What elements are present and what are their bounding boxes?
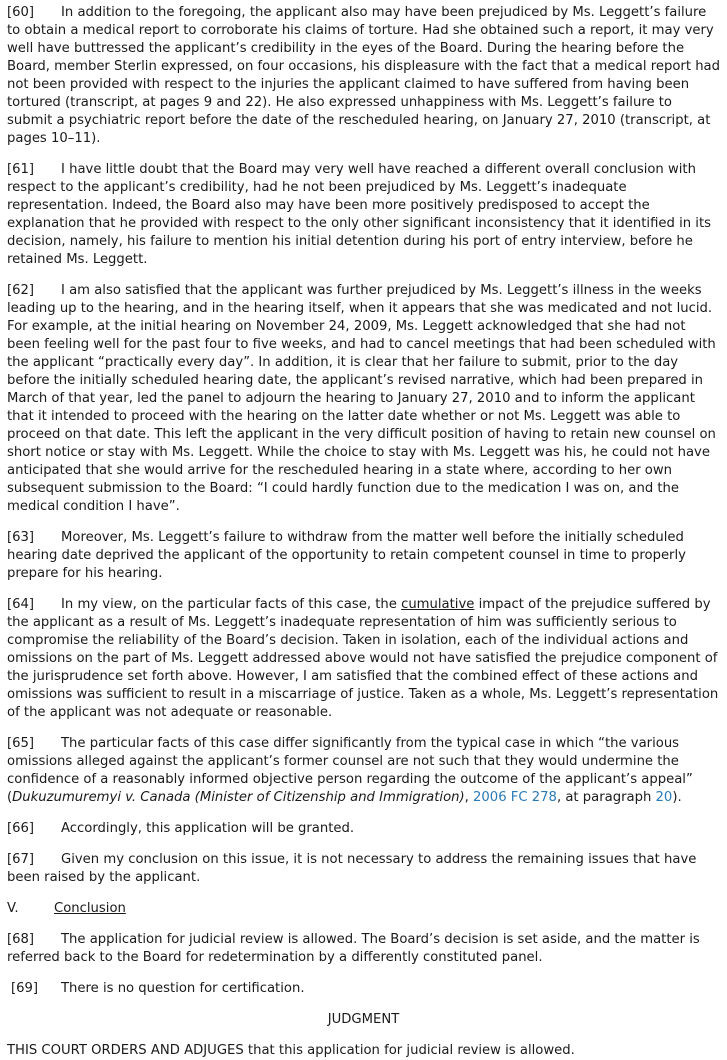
paragraph-62 [7,282,720,516]
section-heading [7,900,720,918]
paragraph-number: [69] [11,981,39,996]
paragraph-67 [7,851,720,887]
paragraph-64 [7,596,720,722]
paragraph-text: The application for judicial review is allowed. The Board’s decision is set aside, and the matter is referred back to the Board for redetermination by a differently constituted panel. [7,932,700,965]
paragraph-text: Accordingly, this application will be granted. [61,821,355,836]
paragraph-number: [67] [7,852,35,867]
paragraph-number: [61] [7,162,35,177]
paragraph-text-end: impact of the prejudice suffered by the applicant as a result of Ms. Leggett’s inadequate representation of him was sufficiently serious to compromise the reliability of the Board’s decision. Taken in isolation, each of the individual actions and omissions on the part of Ms. Leggett addressed above would not have satisfied the prejudice component of the jurisprudence set forth above. However, I am satisfied that the combined effect of these actions and omissions was sufficient to result in a miscarriage of justice. Taken as a whole, Ms. Leggett’s representation of the applicant was not adequate or reasonable. [7,597,719,720]
separator: , [464,790,474,805]
paragraph-text-end: ). [672,790,682,805]
paragraph-63 [7,529,720,583]
emphasis-cumulative: cumulative [401,597,475,612]
paragraph-69 [7,980,720,998]
paragraph-number: [64] [7,597,35,612]
paragraph-number: [63] [7,530,35,545]
paragraph-68 [7,931,720,967]
paragraph-60 [7,4,720,148]
case-name: Dukuzumuremyi v. Canada (Minister of Citizenship and Immigration) [12,790,465,805]
court-order: THIS COURT ORDERS AND ADJUGES that this application for judicial review is allowed. [7,1043,575,1058]
section-title: Conclusion [54,901,126,916]
paragraph-61 [7,161,720,269]
paragraph-number: [62] [7,283,35,298]
paragraph-text: There is no question for certification. [61,981,305,996]
paragraph-number: [68] [7,932,35,947]
citation-link[interactable]: 2006 FC 278 [473,790,557,805]
paragraph-text: I am also satisfied that the applicant was further prejudiced by Ms. Leggett’s illness in the weeks leading up to the hearing, and in the hearing itself, when it appears that she was medicated and not lucid. For example, at the initial hearing on November 24, 2009, Ms. Leggett acknowledged that she had not been feeling well for the past four to five weeks, and had to cancel meetings that had been scheduled with the applicant “practically every day”. In addition, it is clear that her failure to submit, prior to the day before the initially scheduled hearing date, the applicant’s revised narrative, which had been prepared in March of that year, led the panel to adjourn the hearing to January 27, 2010 and to inform the applicant that it intended to proceed with the hearing on the latter date whether or not Ms. Leggett was able to proceed on that date. This left the applicant in the very difficult position of having to retain new counsel on short notice or stay with Ms. Leggett. While the choice to stay with Ms. Leggett was his, he could not have anticipated that she would arrive for the rescheduled hearing in a state where, according to her own subsequent submission to the Board: “I could hardly function due to the medication I was on, and the medical condition I have”. [7,283,716,514]
paragraph-text: Moreover, Ms. Leggett’s failure to withdraw from the matter well before the initially scheduled hearing date deprived the applicant of the opportunity to retain competent counsel in time to properly prepare for his hearing. [7,530,686,581]
paragraph-reference-link[interactable]: 20 [655,790,673,805]
judgment-heading: JUDGMENT [327,1012,400,1027]
paragraph-number: [65] [7,736,35,751]
paragraph-text-mid: , at paragraph [556,790,656,805]
paragraph-number: [66] [7,821,35,836]
paragraph-text: In addition to the foregoing, the applicant also may have been prejudiced by Ms. Leggett’s failure to obtain a medical report to corroborate his claims of torture. Had she obtained such a report, it may very well have buttressed the applicant’s credibility in the eyes of the Board. During the hearing before the Board, member Sterlin expressed, on four occasions, his displeasure with the fact that a medical report had not been provided with respect to the injuries the applicant claimed to have suffered from having been tortured (transcript, at pages 9 and 22). He also expressed unhappiness with Ms. Leggett’s failure to submit a psychiatric report before the date of the rescheduled hearing, on January 27, 2010 (transcript, at pages 10–11). [7,5,721,146]
paragraph-text: I have little doubt that the Board may very well have reached a different overall conclusion with respect to the applicant’s credibility, had he not been prejudiced by Ms. Leggett’s inadequate representation. Indeed, the Board also may have been more positively predisposed to accept the explanation that he provided with respect to the only other significant inconsistency that it identified in its decision, namely, his failure to mention his initial detention during his port of entry interview, before he retained Ms. Leggett. [7,162,711,267]
paragraph-text-start: The particular facts of this case differ significantly from the typical case in which “the various omissions alleged against the applicant’s former counsel are not such that they would undermine the confidence of a reasonably informed objective person regarding the outcome of the applicant’s appeal” ( [7,736,693,805]
paragraph-text: Given my conclusion on this issue, it is not necessary to address the remaining issues that have been raised by the applicant. [7,852,697,885]
paragraph-66 [7,820,720,838]
paragraph-number: [60] [7,5,35,20]
paragraph-65 [7,735,720,807]
paragraph-text-start: In my view, on the particular facts of this case, the [61,597,402,612]
section-number: V. [7,901,19,916]
